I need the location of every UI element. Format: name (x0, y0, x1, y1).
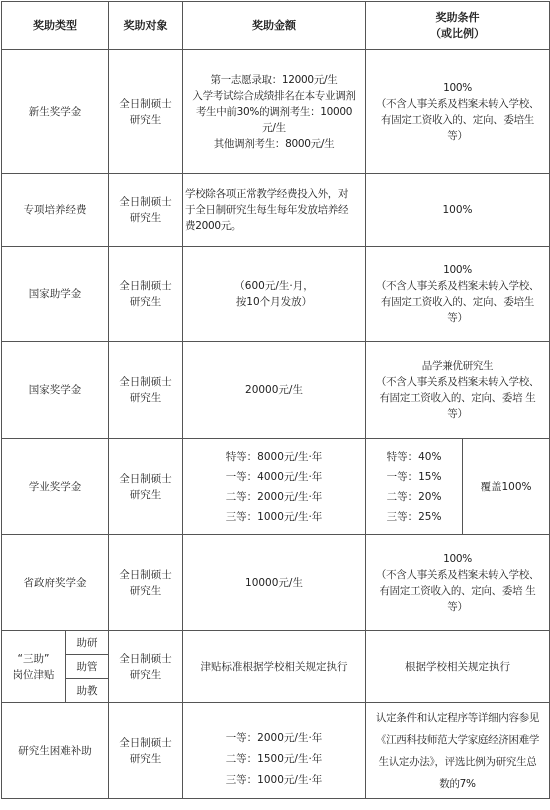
header-target: 奖助对象 (109, 2, 183, 50)
table-row (2, 631, 550, 655)
target-cell (109, 174, 183, 247)
type-cell: 国家助学金 (2, 247, 109, 342)
amount-line: 按10个月发放） (235, 296, 313, 308)
condition-cell: 根据学校相关规定执行 (366, 631, 550, 703)
amount-cell: 津贴标准根据学校相关规定执行 (183, 631, 366, 703)
target-line: 研究生 (129, 392, 162, 404)
condition-line: 《江西科技师范大学家庭经济困难学 (375, 733, 540, 746)
type-cell: 研究生困难补助 (2, 703, 109, 799)
type-line: “三助” (17, 652, 50, 665)
condition-line: 等） (447, 312, 468, 324)
header-amount: 奖助金额 (183, 2, 366, 50)
condition-line: （不含人事关系及档案未转入学校、 (375, 568, 540, 581)
condition-line: 有固定工资收入的、定向、委培生 (381, 296, 534, 308)
amount-line: （600元/生·月， (234, 280, 314, 292)
condition-line: （不含人事关系及档案未转入学校、 (375, 280, 540, 292)
amount-line: 第一志愿录取：12000元/生 (210, 73, 338, 86)
condition-cell (366, 247, 550, 342)
amount-cell (183, 174, 366, 247)
table-row (2, 247, 550, 342)
target-line: 全日制硕士 (119, 280, 172, 292)
condition-line: （不含人事关系及档案未转入学校、 (375, 376, 540, 388)
condition-cell: 100% (366, 174, 550, 247)
target-line: 研究生 (129, 668, 162, 681)
condition-cell (366, 535, 550, 631)
amount-cell: 20000元/生 (183, 342, 366, 439)
target-cell (109, 439, 183, 535)
sub-type-cell: 助管 (66, 655, 109, 679)
target-line: 研究生 (129, 212, 162, 224)
type-line: 岗位津贴 (12, 668, 55, 681)
ratio-cell (366, 439, 463, 535)
sub-type-cell: 助教 (66, 679, 109, 703)
condition-line: 等） (447, 600, 468, 613)
condition-line: 等） (447, 129, 468, 142)
amount-cell (183, 50, 366, 174)
table-row (2, 703, 550, 799)
condition-cell (366, 342, 550, 439)
coverage-cell: 覆盖100% (463, 439, 550, 535)
condition-line: 有固定工资收入的、定向、委培 生 (379, 392, 536, 404)
header-row (2, 2, 550, 50)
target-line: 研究生 (129, 752, 162, 765)
ratio-line: 二等：20% (386, 490, 442, 503)
amount-cell (183, 247, 366, 342)
type-cell (2, 631, 66, 703)
table-row (2, 174, 550, 247)
amount-line: 元/生 (262, 121, 286, 134)
condition-cell (366, 703, 550, 799)
target-cell (109, 247, 183, 342)
amount-line: 特等：8000元/生·年 (225, 450, 323, 463)
condition-line: 有固定工资收入的、定向、委培 生 (379, 584, 536, 597)
amount-line: 其他调剂考生：8000元/生 (213, 137, 335, 150)
header-condition (366, 2, 550, 50)
target-cell (109, 50, 183, 174)
condition-line: 有固定工资收入的、定向、委培生 (381, 113, 534, 126)
ratio-line: 一等：15% (386, 470, 442, 483)
amount-line: 二等：2000元/生·年 (225, 490, 323, 503)
ratio-line: 特等：40% (386, 450, 442, 463)
target-line: 全日制硕士 (119, 196, 172, 208)
amount-line: 入学考试综合成绩排名在本专业调剂 (192, 89, 356, 102)
table-row (2, 439, 550, 535)
condition-line: 品学兼优研究生 (421, 360, 494, 372)
amount-line: 学校除各项正常教学经费投入外，对 (185, 188, 349, 200)
condition-line: 100% (443, 264, 472, 276)
target-line: 全日制硕士 (119, 97, 172, 110)
condition-line: （不含人事关系及档案未转入学校、 (375, 97, 540, 110)
type-cell: 新生奖学金 (2, 50, 109, 174)
amount-cell (183, 439, 366, 535)
amount-cell: 10000元/生 (183, 535, 366, 631)
condition-line: 生认定办法》，评选比例为研究生总 (378, 755, 537, 768)
target-cell (109, 342, 183, 439)
type-cell: 国家奖学金 (2, 342, 109, 439)
table-row (2, 342, 550, 439)
amount-line: 三等：1000元/生·年 (225, 774, 323, 786)
scholarship-table (1, 1, 550, 799)
condition-cell (366, 50, 550, 174)
amount-line: 考生中前30%的调剂考生：10000 (195, 105, 353, 118)
amount-line: 三等：1000元/生·年 (225, 510, 323, 523)
amount-line: 一等：2000元/生·年 (225, 732, 323, 744)
target-line: 研究生 (129, 113, 162, 126)
target-line: 研究生 (129, 488, 162, 501)
condition-line: 等） (447, 408, 468, 420)
condition-line: 100% (443, 552, 472, 565)
type-cell: 省政府奖学金 (2, 535, 109, 631)
table-row (2, 50, 550, 174)
target-line: 研究生 (129, 296, 162, 308)
header-condition-line: 奖助条件 (435, 10, 480, 24)
target-line: 全日制硕士 (119, 736, 172, 749)
target-cell (109, 535, 183, 631)
table-row (2, 535, 550, 631)
target-cell (109, 703, 183, 799)
target-cell (109, 631, 183, 703)
target-line: 全日制硕士 (119, 472, 172, 485)
condition-line: 数的7% (439, 777, 476, 790)
condition-line: 认定条件和认定程序等详细内容参见 (375, 711, 540, 724)
condition-line: 100% (443, 81, 472, 94)
header-condition-line: （或比例） (430, 26, 485, 40)
amount-line: 一等：4000元/生·年 (225, 470, 323, 483)
amount-line: 二等：1500元/生·年 (225, 753, 323, 765)
target-line: 研究生 (129, 584, 162, 597)
amount-line: 费2000元。 (185, 220, 242, 232)
type-cell: 专项培养经费 (2, 174, 109, 247)
type-cell: 学业奖学金 (2, 439, 109, 535)
target-line: 全日制硕士 (119, 568, 172, 581)
sub-type-cell: 助研 (66, 631, 109, 655)
target-line: 全日制硕士 (119, 652, 172, 665)
amount-line: 于全日制研究生每生每年发放培养经 (185, 204, 349, 216)
target-line: 全日制硕士 (119, 376, 172, 388)
ratio-line: 三等：25% (386, 510, 442, 523)
amount-cell (183, 703, 366, 799)
header-type: 奖助类型 (2, 2, 109, 50)
